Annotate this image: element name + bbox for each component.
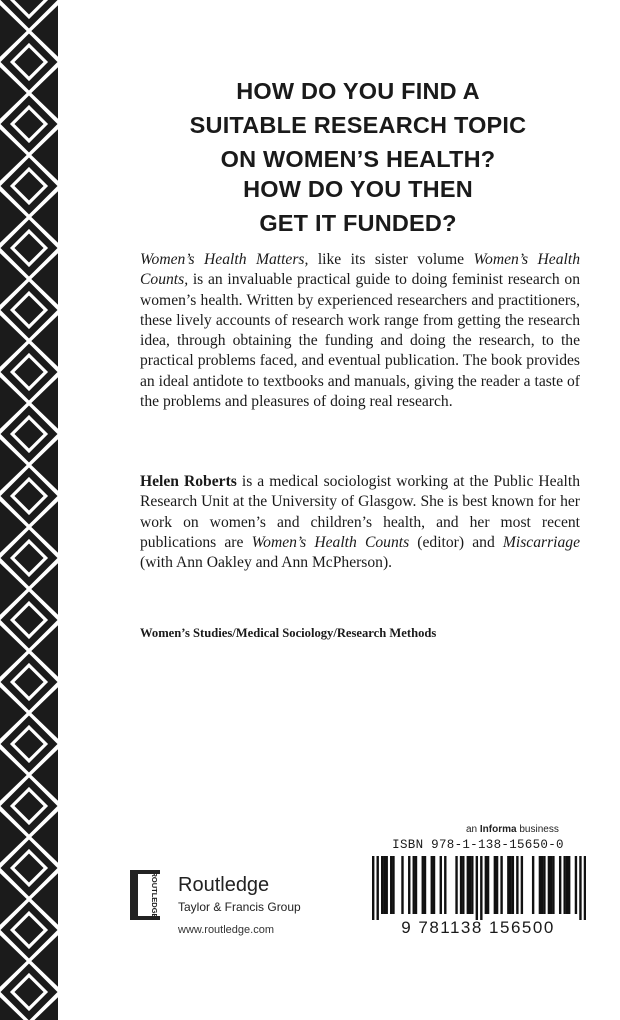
barcode-bar [401, 856, 403, 914]
barcode-graphic [372, 856, 586, 920]
spine-diamond [0, 93, 58, 155]
spine-diamond [12, 231, 46, 265]
barcode-bar [485, 856, 487, 914]
spine-diamond [0, 899, 58, 961]
subject-categories: Women’s Studies/Medical Sociology/Research Methods [140, 626, 437, 640]
spine-diamond [0, 403, 58, 465]
barcode-bar [390, 856, 392, 914]
isbn-label: ISBN 978-1-138-15650-0 [392, 838, 564, 852]
informa-suffix: business [516, 824, 559, 835]
headline-line: GET IT FUNDED? [259, 210, 457, 236]
spine-diamond [12, 479, 46, 513]
spine-diamond [12, 541, 46, 575]
informa-business-tag [466, 824, 559, 835]
description-text: like its sister volume [308, 251, 474, 268]
barcode-bar [487, 856, 489, 914]
spine-diamond [12, 355, 46, 389]
barcode-bar [568, 856, 570, 914]
decorative-spine-pattern [0, 0, 58, 1020]
barcode-bar [559, 856, 561, 914]
spine-diamond [12, 293, 46, 327]
spine-diamond [12, 727, 46, 761]
barcode-bar [455, 856, 457, 914]
author-bio [140, 472, 580, 573]
headline-line: ON WOMEN’S HEALTH? [220, 146, 496, 172]
bio-text: (with Ann Oakley and Ann McPherson). [140, 554, 393, 572]
publisher-name: Routledge [178, 874, 270, 896]
spine-diamond [0, 651, 58, 713]
publisher-url[interactable]: www.routledge.com [178, 924, 274, 936]
headline-question-funding [88, 172, 620, 240]
barcode-bar [467, 856, 469, 914]
barcode-bar [383, 856, 385, 914]
barcode-bar [509, 856, 511, 914]
barcode-bar [377, 856, 379, 920]
barcode-bar [543, 856, 545, 914]
barcode-bar [471, 856, 473, 914]
barcode-bar [386, 856, 388, 914]
barcode-bar [462, 856, 464, 914]
barcode-bar [563, 856, 565, 914]
author-name: Helen Roberts [140, 473, 237, 490]
barcode-bar [521, 856, 523, 914]
routledge-logo-icon [128, 868, 162, 922]
spine-diamond [0, 589, 58, 651]
spine-diamond [0, 713, 58, 775]
spine-diamond [0, 961, 58, 1020]
spine-diamond [0, 465, 58, 527]
barcode-digits: 9 781138 156500 [401, 918, 555, 937]
informa-prefix: an [466, 824, 480, 835]
book-title: Women’s Health Matters, [140, 251, 309, 268]
spine-diamond [12, 107, 46, 141]
barcode-bar [415, 856, 417, 914]
publisher-group: Taylor & Francis Group [178, 900, 301, 914]
barcode-bar [566, 856, 568, 914]
bio-text: is a medical sociologist working at the Public Health Research Unit at the University of Glasgow. She is best known for her work on women’s and children’s health, and her most recent publications are [140, 473, 580, 551]
barcode-bar [494, 856, 496, 914]
logo-text: ROUTLEDGE [150, 871, 159, 919]
barcode-bar [500, 856, 502, 914]
barcode-bar [548, 856, 550, 914]
spine-diamond [0, 837, 58, 899]
barcode-bar [584, 856, 586, 920]
spine-diamond [0, 155, 58, 217]
barcode-bar [392, 856, 394, 914]
headline-line: HOW DO YOU THEN [243, 176, 473, 202]
spine-diamond [0, 279, 58, 341]
barcode-bar [440, 856, 442, 914]
barcode-bar [433, 856, 435, 914]
barcode-bar [476, 856, 478, 920]
barcode-bar [469, 856, 471, 914]
spine-diamond [0, 775, 58, 837]
spine-diamond [12, 789, 46, 823]
spine-diamond [12, 975, 46, 1009]
spine-diamond [12, 45, 46, 79]
bio-text: (editor) and [409, 533, 503, 551]
barcode-bar [507, 856, 509, 914]
barcode-bar [539, 856, 541, 914]
barcode-bar [550, 856, 552, 914]
book-description [140, 250, 580, 412]
spine-diamond [0, 341, 58, 403]
barcode-bar [575, 856, 577, 914]
barcode-bar [480, 856, 482, 920]
spine-diamond [12, 913, 46, 947]
spine-diamond [12, 0, 46, 17]
barcode-bar [512, 856, 514, 914]
informa-brand: Informa [479, 824, 517, 835]
spine-diamond [12, 851, 46, 885]
barcode-bar [552, 856, 554, 914]
headline-line: SUITABLE RESEARCH TOPIC [189, 112, 527, 138]
spine-diamond [12, 169, 46, 203]
spine-diamond [0, 217, 58, 279]
spine-diamond [12, 603, 46, 637]
publication-title: Miscarriage [502, 533, 580, 551]
headline-line: HOW DO YOU FIND A [236, 78, 480, 104]
barcode-bar [381, 856, 383, 914]
barcode-bar [579, 856, 581, 920]
barcode-bar [413, 856, 415, 914]
publication-title: Women’s Health Counts [251, 533, 410, 551]
barcode-bar [532, 856, 534, 914]
spine-pattern-graphic [0, 0, 58, 1020]
description-text: is an invaluable practical guide to doing feminist research on women’s health. Written by experienced researchers and practitioners, these lively accounts of research work range from getting the research idea, through obtaining the funding and doing the research, to the practical problems faced, and eventual publication. The book provides an ideal antidote to textbooks and manuals, giving the reader a taste of the problems and pleasures of doing real research. [140, 271, 580, 411]
headline-question-topic [88, 74, 620, 176]
spine-diamond [0, 527, 58, 589]
barcode-bar [431, 856, 433, 914]
spine-diamond [12, 665, 46, 699]
barcode-bar [422, 856, 424, 914]
barcode-bar [496, 856, 498, 914]
barcode-bar [444, 856, 446, 914]
barcode-bar [424, 856, 426, 914]
barcode-bar [408, 856, 410, 914]
barcode-bar [516, 856, 518, 914]
sister-volume-title: Women’s Health Counts, [140, 251, 580, 289]
barcode-bar [372, 856, 374, 920]
barcode-bar [541, 856, 543, 914]
spine-diamond [0, 31, 58, 93]
barcode-bar [460, 856, 462, 914]
spine-diamond [12, 417, 46, 451]
